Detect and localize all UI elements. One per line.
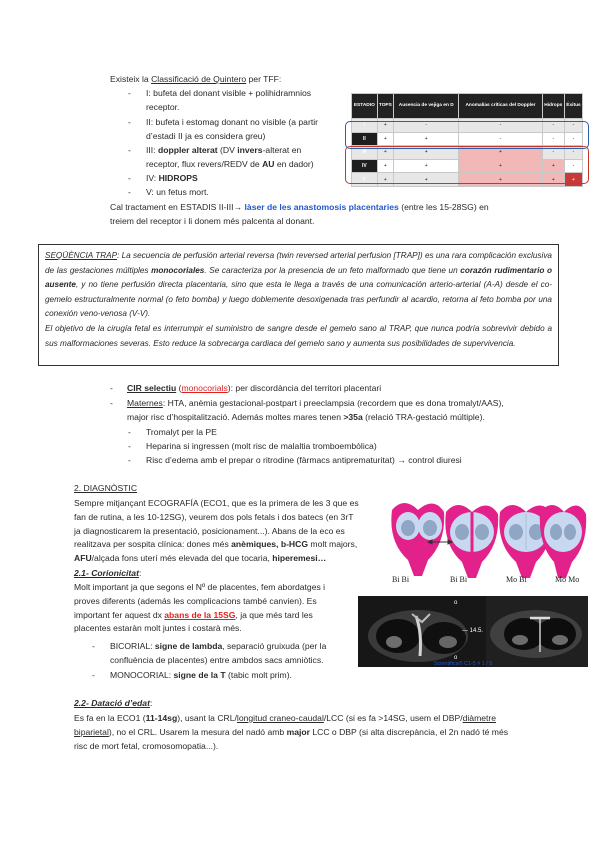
table-row: III + + + - - [352, 146, 583, 160]
table-row: IV + + + + - [352, 159, 583, 173]
label-bi-bi-1: Bi Bi [392, 575, 410, 584]
comp-maternes: Maternes: HTA, anèmia gestacional-postpart i preeclampsia (recordem que es dona tromalyt/AAS), major risc d’hospitalització. Además moltes mares tenen >35a (relació TRA-gestació múltiple). [127, 398, 504, 422]
label-bi-bi-2: Bi Bi [450, 575, 468, 584]
th-doppler: Anomalías críticas del Doppler [459, 94, 542, 119]
comp-cir: CIR selectiu (monocorials): per discordància del territori placentari [127, 383, 382, 393]
table-frame-red [345, 146, 589, 184]
quintero-item-5: V: un fetus mort. [146, 187, 209, 197]
bicorial-item: BICORIAL: signe de lambda, separació gruixuda (per la confluència de placentes) entre ambdos sacs amniòtics. [110, 641, 327, 665]
corionicitat-paragraph: Molt important ja que segons el Nº de placentes, fem abordatges i proves diferents (además les complicacions també canvien). Es important fer aquest dx abans de la 15SG, ja que més tard les placentes estaràn molt juntes i costarà més. [74, 582, 326, 634]
th-tops: TOPS [377, 94, 393, 119]
comp-sub-3: Risc d’edema amb el prepar o ritrodine (fàrmacs antiprematuritat) → control diuresi [146, 455, 462, 465]
subsection-datacio: 2.2- Datació d’edat: [74, 698, 153, 708]
quintero-item-3: III: doppler alterat (DV invers-alterat en receptor, flux revers/REDV de AU en dador) [146, 145, 314, 169]
monocorial-item: MONOCORIAL: signe de la T (tabic molt prim). [110, 670, 292, 680]
table-row: II + + - - - [352, 132, 583, 146]
datacio-paragraph: Es fa en la ECO1 (11-14sg), usant la CRL/longitud craneo-caudal/LCC (si es fa >14SG, usem el DBP/diàmetre biparietal), no el CRL. Usarem la mesura del nadó amb major LCC o DBP (si alta discrepància, el 2n nadó té més risc de mort fetal, cromosomopatia...). [74, 713, 509, 751]
chorionicity-illustration [384, 490, 588, 586]
us-mark-1: o [454, 600, 458, 606]
quintero-treatment: Cal tractament en ESTADIS II-III→ làser de les anastomosis placentaries (entre les 15-28SG) en treiem del receptor i li donem més palcenta al donant. [110, 202, 489, 226]
label-mo-mo: Mo Mo [555, 575, 580, 584]
quintero-item-2: II: bufeta i estomag donant no visible (a partir d’estadi II ja es considera greu) [146, 117, 318, 141]
quintero-link[interactable]: Classificació de Quintero [151, 74, 247, 84]
section-title-diagnostic: 2. DIAGNÒSTIC [74, 483, 138, 493]
uterus-bi-bi-1 [391, 503, 444, 576]
quintero-item-1: I: bufeta del donant visible + polihidramnios receptor. [146, 88, 312, 112]
th-hidrops: Hidrops [542, 94, 564, 119]
comp-sub-1: Tromalyt per la PE [146, 427, 217, 437]
ultrasound-caption: Scientifica® C1-5 # 1 / 5 [434, 661, 493, 667]
us-mark-3: o [454, 655, 458, 661]
label-mo-bi: Mo Bi [506, 575, 527, 584]
quintero-item-4: IV: HIDROPS [146, 173, 198, 183]
uterus-bi-bi-2 [445, 505, 498, 578]
trap-box: SEQÜÈNCIA TRAP: La secuencia de perfusión arterial reversa (twin reversed arterial perfusion [TRAP]) es una rara complicación exclusiva de las gestaciones múltiples monocoriales. Se caracteriza por la presencia de un feto malformado que tiene un corazón rudimentario o ausente, y no tiene perfusión directa placentaria, sino que esta le llega a través de una comunicación arterio-arterial (A-A) desde el co-gemelo estructuralmente normal (o feto bomba) y luego doblemente desoxigenada tras perfundir al acardio, retorna al feto bomba por una conexión veno-venosa (V-V). El objetivo de la cirugía fetal es interrumpir el suministro de sangre desde el gemelo sano al TRAP, que nunca podría sobrevivir debido a sus malformaciones severas. Esto reduce la sobrecarga cardiaca del gemelo sano y aumenta sus posibilidades de supervivencia. [38, 244, 559, 366]
us-mark-2: — 14.5. [462, 628, 484, 634]
quintero-intro: Existeix la Classificació de Quintero per TFF: [110, 74, 282, 84]
ultrasound-t-sign-image [486, 596, 588, 667]
comp-sub-2: Heparina si ingressen (molt risc de malaltia tromboembòlica) [146, 441, 377, 451]
uterus-mo-mo [540, 505, 586, 578]
diag-paragraph: Sempre mitjançant ECOGRAFÍA (ECO1, que es la primera de les 3 que es fan de rutina, a les 10-12SG), veurem dos pols fetals i dos batecs (en 3rT ja diagnosticarem la presentació, posicionament...). Abans de la eco es realitzava per sospita clínica: dones més anèmiques, b-HCG molt majors, AFU/alçada fons uterí més elevada del que tocaria, hiperemesi… [74, 498, 359, 564]
table-frame-blue [345, 121, 589, 149]
th-vejiga: Ausencia de vejiga en D [394, 94, 459, 119]
th-exitus: Éxitus [564, 94, 582, 119]
th-estadio: ESTADIO [352, 94, 378, 119]
table-row: V + + + + + [352, 173, 583, 187]
subsection-corionicitat: 2.1- Corionicitat: [74, 568, 142, 578]
table-row: I + - - - - [352, 119, 583, 133]
